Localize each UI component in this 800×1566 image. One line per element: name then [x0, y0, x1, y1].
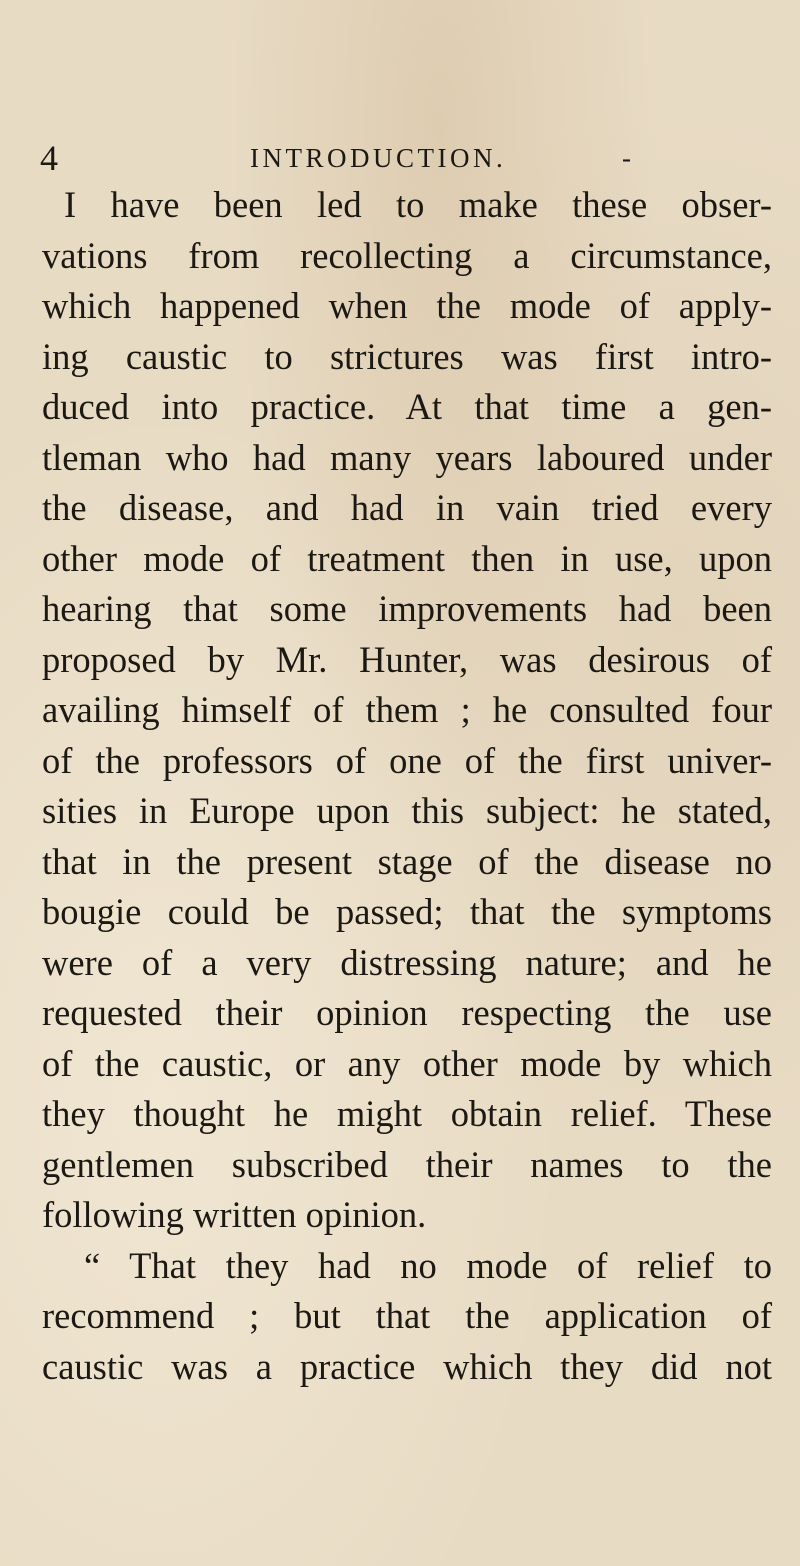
body-text [42, 180, 772, 1392]
text-line: the disease, and had in vain tried every [42, 487, 772, 528]
text-line: they thought he might obtain relief. These [42, 1093, 772, 1134]
page-number: 4 [40, 138, 58, 178]
text-line: requested their opinion respecting the use [42, 992, 772, 1033]
running-head-dash: - [622, 143, 631, 173]
text-line: gentlemen subscribed their names to the [42, 1143, 772, 1185]
text-line: were of a very distressing nature; and he [42, 941, 772, 983]
text-line: following written opinion. [42, 1194, 427, 1235]
text-line: hearing that some improvements had been [42, 588, 772, 629]
text-line: I have been led to make these obser- [64, 184, 772, 225]
text-line: availing himself of them ; he consulted four [42, 689, 772, 730]
text-line: bougie could be passed; that the symptoms [42, 891, 772, 932]
text-line: other mode of treatment then in use, upon [42, 537, 772, 579]
text-line: which happened when the mode of apply- [42, 285, 772, 326]
text-line: sities in Europe upon this subject: he stated, [42, 790, 772, 831]
text-line: of the caustic, or any other mode by which [42, 1042, 772, 1084]
text-line: tleman who had many years laboured under [42, 436, 772, 478]
text-line: vations from recollecting a circumstance, [42, 234, 772, 276]
text-line: that in the present stage of the disease no [42, 840, 772, 882]
running-head-title: INTRODUCTION. [250, 143, 507, 173]
text-line: of the professors of one of the first univer- [42, 739, 772, 781]
text-line: duced into practice. At that time a gen- [42, 386, 772, 427]
running-head [40, 138, 760, 178]
text-line: recommend ; but that the application of [42, 1295, 772, 1336]
quote-line: “ That they had no mode of relief to [84, 1244, 772, 1286]
text-line: caustic was a practice which they did not [42, 1345, 772, 1387]
text-line: proposed by Mr. Hunter, was desirous of [42, 638, 772, 680]
text-line: ing caustic to strictures was first intro- [42, 335, 772, 377]
